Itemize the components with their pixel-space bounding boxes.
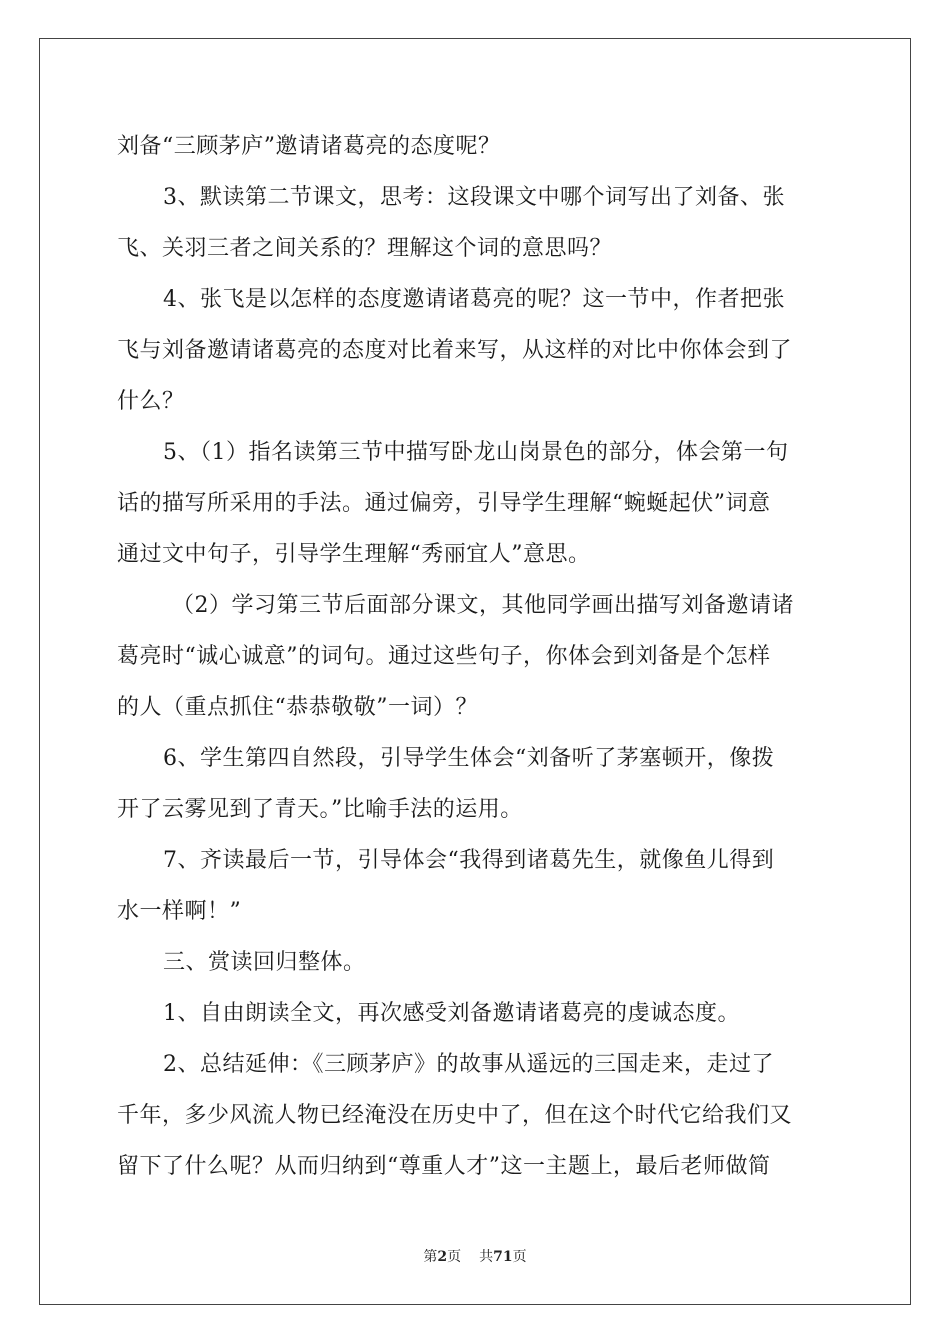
text-line: 3、默读第二节课文，思考：这段课文中哪个词写出了刘备、张 [163,185,785,210]
text-line: 6、学生第四自然段，引导学生体会“刘备听了茅塞顿开，像拨 [163,746,775,771]
total-suffix: 页 [512,1249,527,1265]
page-footer [0,1246,950,1266]
text-line: 话的描写所采用的手法。通过偏旁，引导学生理解“蜿蜒起伏”词意 [117,491,771,516]
text-line: （2）学习第三节后面部分课文，其他同学画出描写刘备邀请诸 [172,593,794,618]
text-line: 1、自由朗读全文，再次感受刘备邀请诸葛亮的虔诚态度。 [163,1001,740,1026]
page-number: 2 [437,1249,448,1265]
page-suffix: 页 [447,1249,462,1265]
text-line: 飞、关羽三者之间关系的？理解这个词的意思吗？ [117,236,613,261]
text-line: 开了云雾见到了青天。”比喻手法的运用。 [117,797,523,822]
text-line: 三、赏读回归整体。 [163,950,366,975]
text-line: 4、张飞是以怎样的态度邀请诸葛亮的呢？这一节中，作者把张 [163,287,785,312]
total-pages: 71 [493,1249,513,1265]
text-line: 通过文中句子，引导学生理解“秀丽宜人”意思。 [117,542,591,567]
text-line: 5、（1）指名读第三节中描写卧龙山岗景色的部分，体会第一句 [163,440,789,465]
text-line: 飞与刘备邀请诸葛亮的态度对比着来写，从这样的对比中你体会到了 [117,338,793,363]
text-line: 7、齐读最后一节，引导体会“我得到诸葛先生，就像鱼儿得到 [163,848,775,873]
text-line: 留下了什么呢？从而归纳到“尊重人才”这一主题上，最后老师做简 [117,1154,771,1179]
text-line: 的人（重点抓住“恭恭敬敬”一词）？ [117,695,478,720]
text-line: 水一样啊！” [117,899,242,924]
total-prefix: 共 [479,1249,494,1265]
page-prefix: 第 [423,1249,438,1265]
text-line: 什么？ [117,389,185,414]
text-line: 葛亮时“诚心诚意”的词句。通过这些句子，你体会到刘备是个怎样 [117,644,771,669]
text-line: 2、总结延伸：《三顾茅庐》的故事从遥远的三国走来，走过了 [163,1052,774,1077]
text-line: 千年，多少风流人物已经淹没在历史中了，但在这个时代它给我们又 [117,1103,793,1128]
document-body [117,121,833,1192]
text-line: 刘备“三顾茅庐”邀请诸葛亮的态度呢？ [117,134,501,159]
